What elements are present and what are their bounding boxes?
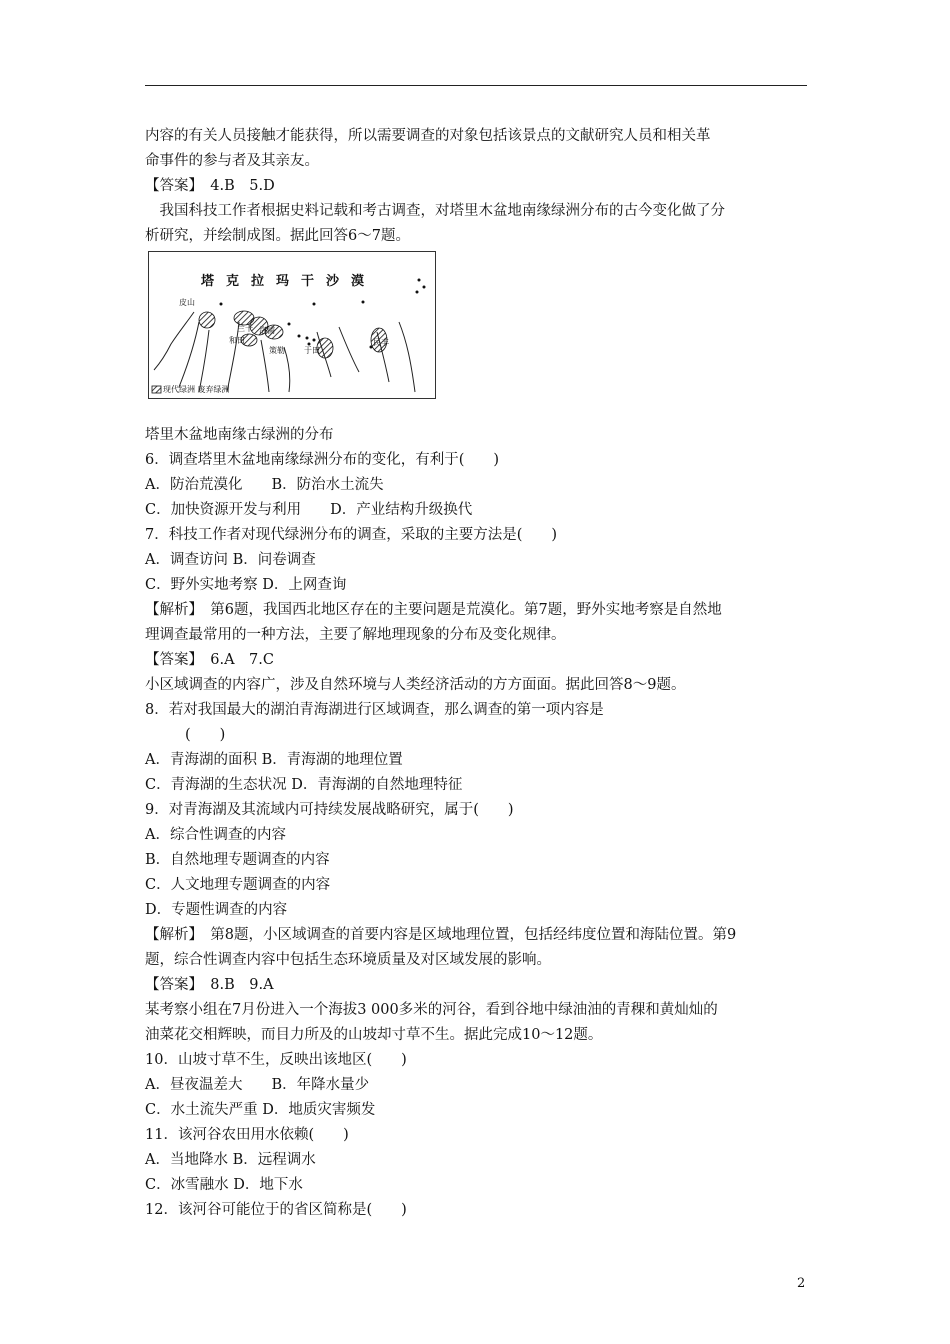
answer-line: 【答案】 8.B 9.A (145, 977, 274, 993)
text-line: 某考察小组在7月份进入一个海拔3 000多米的河谷，看到谷地中绿油油的青稞和黄灿灿的 (145, 1002, 718, 1018)
answer-line: 【答案】 6.A 7.C (145, 652, 274, 668)
page-content (145, 124, 807, 1223)
question-line: 7．科技工作者对现代绿洲分布的调查，采取的主要方法是( ) (145, 527, 558, 543)
question-line: 8．若对我国最大的湖泊青海湖进行区域调查，那么调查的第一项内容是 (145, 702, 604, 718)
option-line: A．综合性调查的内容 (145, 827, 286, 843)
option-line: A．昼夜温差大 B．年降水量少 (145, 1077, 370, 1093)
option-line: C．野外实地考察 D．上网查询 (145, 577, 347, 593)
map-title: 塔克拉玛干沙漠 (201, 274, 377, 289)
question-line: ( ) (185, 727, 226, 743)
option-line: A．防治荒漠化 B．防治水土流失 (145, 477, 384, 493)
option-line: C．加快资源开发与利用 D．产业结构升级换代 (145, 502, 473, 518)
map-label-hetian: 和田 (229, 336, 245, 345)
figure-caption: 塔里木盆地南缘古绿洲的分布 (145, 427, 334, 443)
text-line: 内容的有关人员接触才能获得，所以需要调查的对象包括该景点的文献研究人员和相关革 (145, 128, 711, 144)
question-line: 6．调查塔里木盆地南缘绿洲分布的变化，有利于( ) (145, 452, 500, 468)
map-label-minfeng: 民丰 (373, 338, 389, 347)
option-line: C．冰雪融水 D．地下水 (145, 1177, 303, 1193)
map-label-pishan: 皮山 (179, 298, 195, 307)
question-line: 10．山坡寸草不生，反映出该地区( ) (145, 1052, 407, 1068)
analysis-line: 题，综合性调查内容中包括生态环境质量及对区域发展的影响。 (145, 952, 551, 968)
option-line: A．青海湖的面积 B．青海湖的地理位置 (145, 752, 403, 768)
analysis-line: 理调查最常用的一种方法，主要了解地理现象的分布及变化规律。 (145, 627, 566, 643)
text-line: 析研究，并绘制成图。据此回答6～7题。 (145, 228, 410, 244)
oasis-map (148, 251, 436, 399)
option-line: C．水土流失严重 D．地质灾害频发 (145, 1102, 376, 1118)
text-line: 小区域调查的内容广，涉及自然环境与人类经济活动的方方面面。据此回答8～9题。 (145, 677, 686, 693)
answer-line: 【答案】 4.B 5.D (145, 178, 275, 194)
option-line: B．自然地理专题调查的内容 (145, 852, 330, 868)
map-label-luopu: 洛浦 (259, 326, 275, 335)
analysis-line: 【解析】 第6题，我国西北地区存在的主要问题是荒漠化。第7题，野外实地考察是自然地 (145, 602, 722, 618)
question-line: 12．该河谷可能位于的省区简称是( ) (145, 1202, 407, 1218)
header-rule (145, 85, 807, 86)
text-line: 命事件的参与者及其亲友。 (145, 153, 319, 169)
map-label-yutian: 于田 (304, 346, 320, 355)
text-line: 我国科技工作者根据史料记载和考古调查，对塔里木盆地南缘绿洲分布的古今变化做了分 (145, 203, 725, 219)
question-line: 9．对青海湖及其流域内可持续发展战略研究，属于( ) (145, 802, 514, 818)
page-number: 2 (797, 1276, 806, 1291)
option-line: C．人文地理专题调查的内容 (145, 877, 331, 893)
map-label-langan: 兰干 (237, 324, 253, 333)
analysis-line: 【解析】 第8题，小区域调查的首要内容是区域地理位置，包括经纬度位置和海陆位置。第9 (145, 927, 737, 943)
option-line: D．专题性调查的内容 (145, 902, 288, 918)
option-line: C．青海湖的生态状况 D．青海湖的自然地理特征 (145, 777, 463, 793)
map-legend: 现代绿洲 废弃绿洲 (163, 385, 230, 394)
question-line: 11．该河谷农田用水依赖( ) (145, 1127, 349, 1143)
text-line: 油菜花交相辉映，而目力所及的山坡却寸草不生。据此完成10～12题。 (145, 1027, 603, 1043)
option-line: A．调查访问 B．问卷调查 (145, 552, 316, 568)
map-label-cele: 策勒 (269, 346, 285, 355)
option-line: A．当地降水 B．远程调水 (145, 1152, 316, 1168)
